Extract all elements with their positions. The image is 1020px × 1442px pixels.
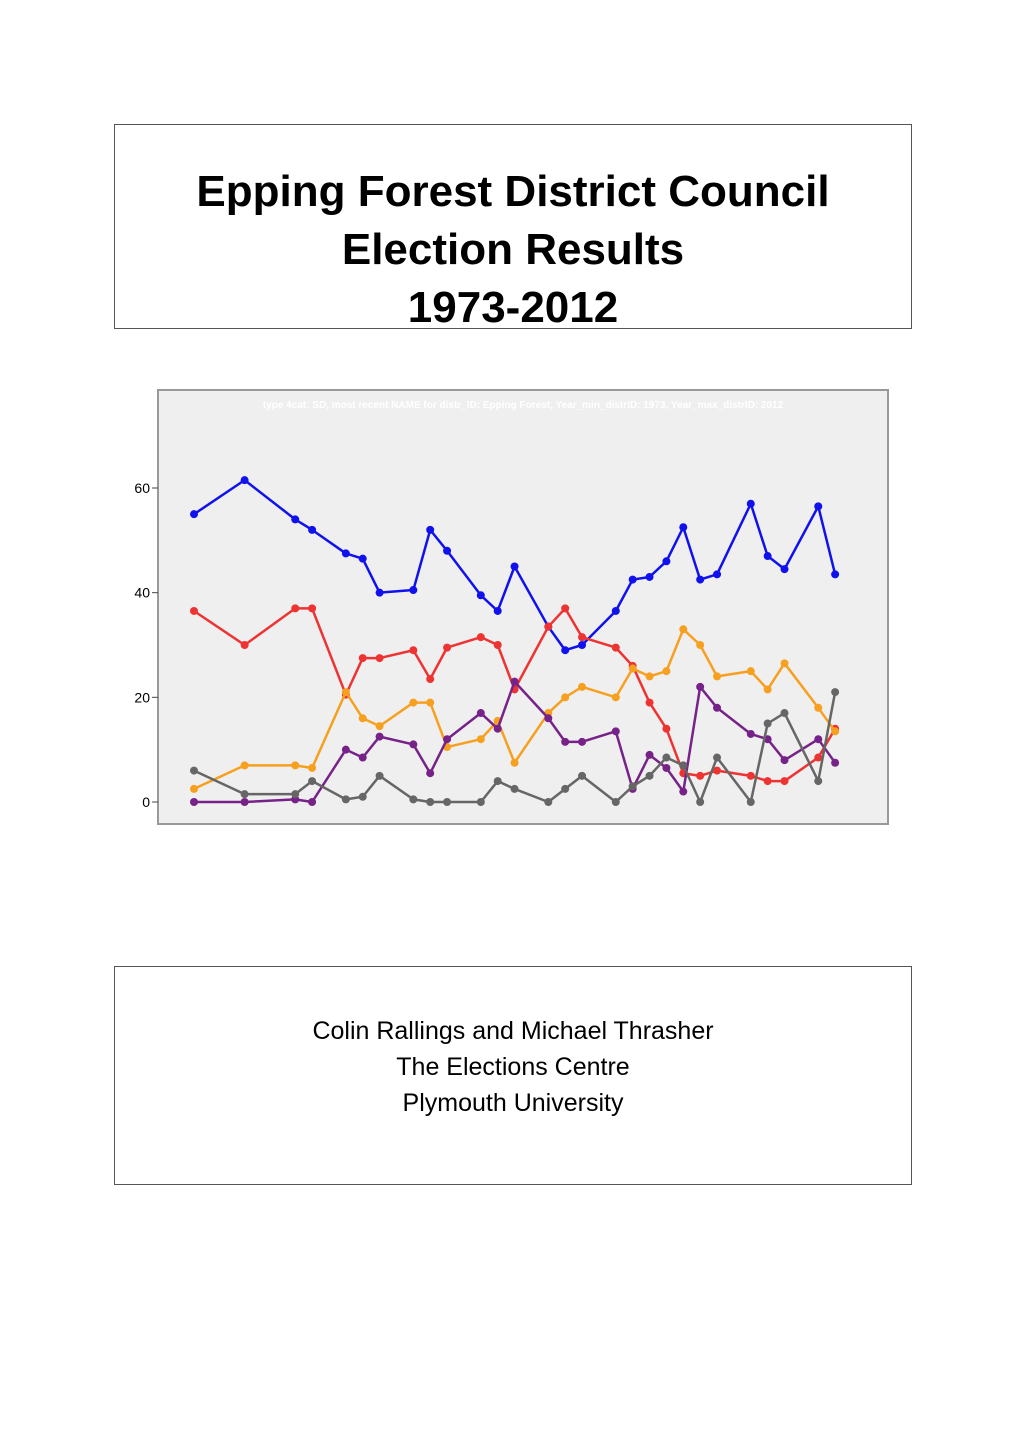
data-point	[308, 798, 316, 806]
data-point	[241, 790, 249, 798]
data-point	[781, 565, 789, 573]
data-point	[713, 754, 721, 762]
data-point	[376, 772, 384, 780]
data-point	[511, 759, 519, 767]
data-point	[426, 798, 434, 806]
data-point	[578, 683, 586, 691]
data-point	[376, 589, 384, 597]
data-point	[443, 798, 451, 806]
data-point	[764, 777, 772, 785]
data-point	[190, 767, 198, 775]
data-point	[747, 667, 755, 675]
data-point	[544, 623, 552, 631]
data-point	[679, 625, 687, 633]
data-point	[359, 714, 367, 722]
data-point	[831, 727, 839, 735]
data-point	[544, 714, 552, 722]
data-point	[477, 591, 485, 599]
data-point	[612, 644, 620, 652]
data-point	[342, 688, 350, 696]
data-point	[426, 675, 434, 683]
data-point	[376, 654, 384, 662]
data-point	[409, 740, 417, 748]
data-point	[308, 604, 316, 612]
data-point	[646, 672, 654, 680]
data-point	[291, 790, 299, 798]
data-point	[781, 756, 789, 764]
data-point	[629, 576, 637, 584]
data-point	[443, 644, 451, 652]
data-point	[561, 738, 569, 746]
data-point	[308, 777, 316, 785]
data-point	[308, 526, 316, 534]
data-point	[747, 730, 755, 738]
data-point	[646, 772, 654, 780]
data-point	[291, 515, 299, 523]
data-point	[308, 764, 316, 772]
data-point	[747, 500, 755, 508]
data-point	[511, 678, 519, 686]
data-point	[409, 586, 417, 594]
data-point	[477, 633, 485, 641]
data-point	[781, 777, 789, 785]
data-point	[662, 667, 670, 675]
data-point	[696, 772, 704, 780]
plot-area	[158, 390, 888, 824]
data-point	[359, 654, 367, 662]
data-point	[190, 510, 198, 518]
data-point	[646, 573, 654, 581]
data-point	[781, 659, 789, 667]
data-point	[359, 754, 367, 762]
data-point	[511, 785, 519, 793]
data-point	[426, 526, 434, 534]
data-point	[612, 727, 620, 735]
data-point	[342, 549, 350, 557]
data-point	[241, 476, 249, 484]
data-point	[662, 754, 670, 762]
data-point	[291, 604, 299, 612]
data-point	[747, 772, 755, 780]
data-point	[544, 798, 552, 806]
y-tick-label: 0	[142, 794, 150, 810]
title-subject: Election Results	[341, 225, 685, 274]
y-tick-label: 40	[134, 584, 150, 601]
data-point	[426, 699, 434, 707]
data-point	[494, 725, 502, 733]
data-point	[831, 570, 839, 578]
data-point	[494, 607, 502, 615]
data-point	[443, 547, 451, 555]
data-point	[629, 665, 637, 673]
data-point	[646, 751, 654, 759]
author-box	[114, 966, 912, 1185]
data-point	[679, 788, 687, 796]
data-point	[814, 502, 822, 510]
data-point	[679, 761, 687, 769]
data-point	[764, 552, 772, 560]
organisation: The Elections Centre	[396, 1053, 630, 1081]
data-point	[747, 798, 755, 806]
data-point	[359, 793, 367, 801]
data-point	[409, 699, 417, 707]
data-point	[814, 777, 822, 785]
data-point	[662, 764, 670, 772]
data-point	[376, 722, 384, 730]
title-box	[114, 124, 912, 332]
data-point	[814, 704, 822, 712]
y-tick-label: 60	[134, 480, 150, 496]
data-point	[477, 709, 485, 717]
data-point	[696, 798, 704, 806]
data-point	[376, 733, 384, 741]
data-point	[443, 735, 451, 743]
data-point	[190, 607, 198, 615]
data-point	[679, 523, 687, 531]
data-point	[629, 782, 637, 790]
data-point	[561, 785, 569, 793]
data-point	[190, 798, 198, 806]
data-point	[764, 720, 772, 728]
data-point	[578, 772, 586, 780]
data-point	[612, 798, 620, 806]
data-point	[494, 777, 502, 785]
data-point	[578, 633, 586, 641]
data-point	[578, 738, 586, 746]
data-point	[831, 759, 839, 767]
data-point	[359, 555, 367, 563]
data-point	[409, 646, 417, 654]
data-point	[713, 672, 721, 680]
chart-title: type 4cat: SD, most recent NAME for distr_ID: Epping Forest, Year_min_distrID: 1973, Year_max_distrID: 2012	[262, 400, 784, 411]
data-point	[190, 785, 198, 793]
data-point	[713, 570, 721, 578]
data-point	[814, 735, 822, 743]
data-point	[781, 709, 789, 717]
y-tick-label: 20	[134, 689, 150, 706]
data-point	[662, 557, 670, 565]
data-point	[291, 761, 299, 769]
data-point	[241, 761, 249, 769]
data-point	[511, 563, 519, 571]
data-point	[561, 604, 569, 612]
data-point	[713, 704, 721, 712]
data-point	[342, 795, 350, 803]
data-point	[241, 641, 249, 649]
data-point	[696, 683, 704, 691]
data-point	[612, 693, 620, 701]
data-point	[409, 795, 417, 803]
data-point	[696, 641, 704, 649]
title-council: Epping Forest District Council	[196, 167, 830, 216]
data-point	[561, 646, 569, 654]
data-point	[477, 798, 485, 806]
data-point	[561, 693, 569, 701]
data-point	[494, 641, 502, 649]
data-point	[696, 576, 704, 584]
data-point	[831, 688, 839, 696]
vote-share-chart	[120, 380, 900, 830]
data-point	[578, 641, 586, 649]
data-point	[477, 735, 485, 743]
data-point	[426, 769, 434, 777]
data-point	[764, 685, 772, 693]
title-years: 1973-2012	[407, 283, 619, 332]
data-point	[662, 725, 670, 733]
data-point	[612, 607, 620, 615]
university: Plymouth University	[402, 1089, 624, 1117]
data-point	[646, 699, 654, 707]
authors: Colin Rallings and Michael Thrasher	[312, 1017, 714, 1045]
data-point	[241, 798, 249, 806]
data-point	[342, 746, 350, 754]
chart-svg	[120, 380, 900, 830]
